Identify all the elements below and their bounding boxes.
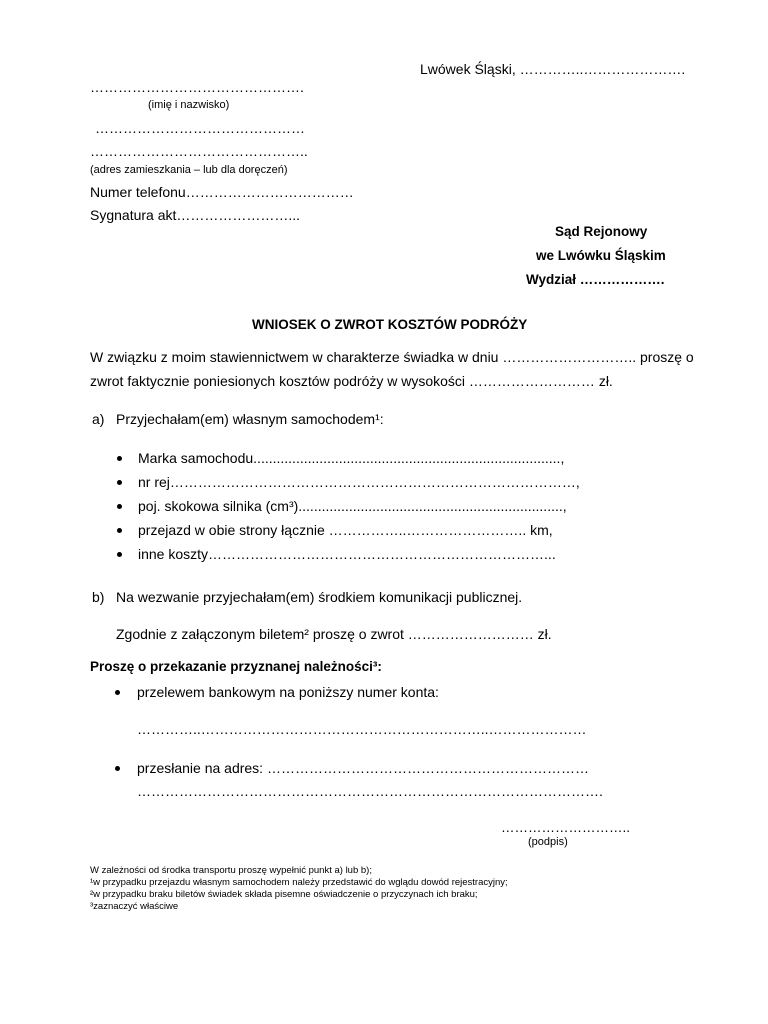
ticket-refund-line: Zgodnie z załączonym biletem² proszę o zwrot ……………………… zł.	[116, 626, 552, 642]
court-department	[526, 272, 665, 287]
mail-option: przesłanie na adres: ……………………………………………………………	[137, 760, 589, 776]
intro-line-1: W związku z moim stawiennictwem w charakterze świadka w dniu ……………………….. proszę o	[90, 349, 694, 365]
list-item-registration: nr rej……………………………………………………………………………,	[138, 474, 580, 490]
bullet-icon	[117, 552, 122, 557]
bullet-icon	[115, 766, 120, 771]
footnote-1: ¹w przypadku przejazdu własnym samochodem należy przedstawić do wglądu dowód rejestracyjny;	[90, 877, 508, 888]
address-field-dots-1: ………………………………………	[95, 120, 305, 136]
section-a-marker: a)	[92, 411, 105, 427]
list-item-engine-capacity: poj. skokowa silnika (cm³)....................................................................,	[138, 498, 567, 514]
bullet-icon	[117, 480, 122, 485]
footnote-3: ³zaznaczyć właściwe	[90, 901, 179, 912]
mail-address-dots: ……………………………………………………………………………………….	[137, 783, 603, 799]
address-field-dots-2: ………………………………………..	[90, 143, 308, 159]
name-field-dots: ……………………………………….	[90, 79, 304, 95]
address-label: (adres zamieszkania – lub dla doręczeń)	[90, 164, 288, 176]
bullet-icon	[117, 528, 122, 533]
intro-line-2: zwrot faktycznie poniesionych kosztów podróży w wysokości ……………………… zł.	[90, 373, 613, 389]
document-title: WNIOSEK O ZWROT KOSZTÓW PODRÓŻY	[252, 317, 528, 332]
place-date: Lwówek Śląski, …………..………………….	[420, 61, 686, 77]
footnote-2: ²w przypadku braku biletów świadek składa pisemne oświadczenie o przyczynach ich braku;	[90, 889, 478, 900]
footnote-intro: W zależności od środka transportu proszę wypełnić punkt a) lub b);	[90, 865, 372, 876]
department-label: Wydział ……………….	[526, 272, 665, 287]
phone-field: Numer telefonu………………………………	[90, 184, 354, 200]
bullet-icon	[117, 456, 122, 461]
case-number-field: Sygnatura akt……………………...	[90, 207, 301, 223]
account-number-dots: …………..……………………………………………………..…………………	[137, 721, 587, 737]
list-item-distance: przejazd w obie strony łącznie ……………..…………………….. km,	[138, 522, 553, 538]
payment-heading: Proszę o przekazanie przyznanej należności³:	[90, 659, 382, 674]
bullet-icon	[117, 504, 122, 509]
signature-dots: ………………………..	[501, 820, 631, 835]
section-b-text: Na wezwanie przyjechałam(em) środkiem komunikacji publicznej.	[116, 589, 523, 605]
bullet-icon	[115, 690, 120, 695]
bank-transfer-option: przelewem bankowym na poniższy numer konta:	[137, 684, 439, 700]
court-name: Sąd Rejonowy	[555, 224, 648, 239]
list-item-other-costs: inne koszty………………………………………………………………...	[138, 546, 556, 562]
list-item-car-make: Marka samochodu...............................................................................,	[138, 450, 565, 466]
signature-label: (podpis)	[528, 836, 568, 848]
name-label: (imię i nazwisko)	[148, 99, 230, 111]
section-a-text: Przyjechałam(em) własnym samochodem¹:	[116, 411, 384, 427]
section-b-marker: b)	[92, 589, 105, 605]
court-location: we Lwówku Śląskim	[536, 248, 666, 263]
